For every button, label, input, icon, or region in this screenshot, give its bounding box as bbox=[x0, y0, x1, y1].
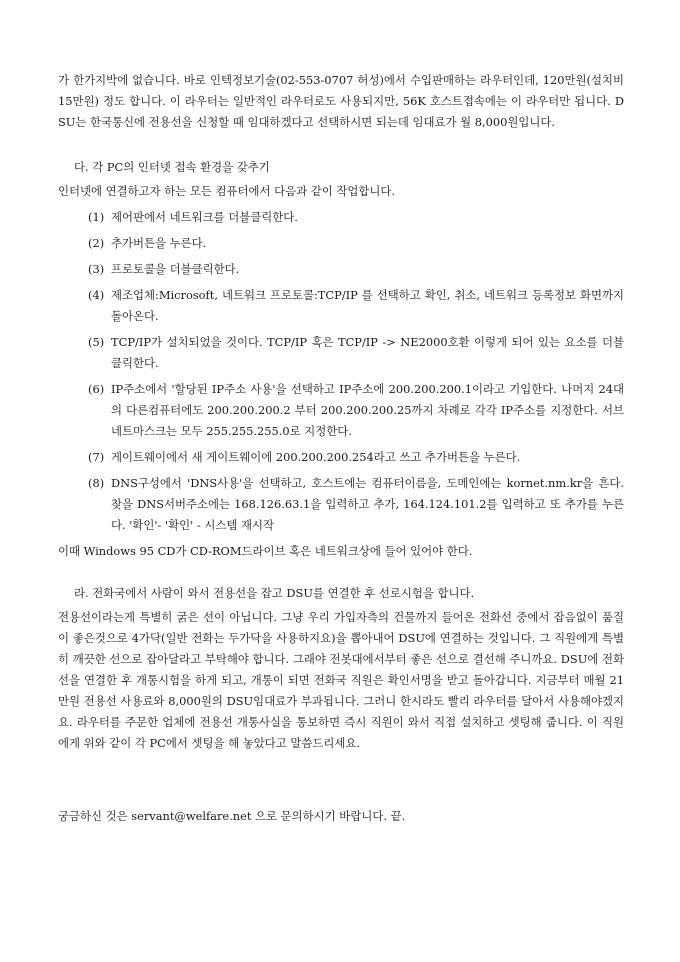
document-page bbox=[58, 70, 624, 827]
step-number: (7) bbox=[88, 450, 105, 464]
step-text: 추가버튼을 누른다. bbox=[111, 236, 207, 250]
step-number: (1) bbox=[88, 210, 105, 224]
list-item bbox=[88, 233, 624, 254]
list-item bbox=[88, 259, 624, 280]
section-d-heading: 라. 전화국에서 사람이 와서 전용선을 잡고 DSU를 연결한 후 선로시험을 합니다. bbox=[74, 586, 475, 600]
step-text: DNS구성에서 'DNS사용'을 선택하고, 호스트에는 컴퓨터이름을, 도메인에는 kornet.nm.kr을 흔다. 찾을 DNS서버주소에는 168.126.63.1을 입력하고 추가, 164.124.101.2를 입력하고 또 추가를 누른다. '확인'- '확인' - 시스템 재시작 bbox=[111, 476, 624, 532]
section-d-paragraph: 전용선이라는게 특별히 굵은 선이 아닙니다. 그냥 우리 가입자측의 건물까지 들어온 전화선 중에서 잡음없이 품질이 좋은것으로 4가닥(일반 전화는 두가닥을 사용하지요)을 뽑아내어 DSU에 연결하는 것입니다. 그 직원에게 특별히 깨끗한 선으로 잡아달라고 부탁해야 합니다. 그래야 전봇대에서부터 좋은 선으로 결선해 주니까요. DSU에 전화선을 연결한 후 개통시험을 하게 되고, 개통이 되면 전화국 직원은 확인서명을 받고 돌아갑니다. 지금부터 매월 21만원 전용선 사용료와 8,000원의 DSU임대료가 부과됩니다. 그러니 한시라도 빨리 라우터를 달아서 사용해야겠지요. 라우터를 주문한 업체에 전용선 개통사실을 통보하면 즉시 직원이 와서 직접 설치하고 셋팅해 줍니다. 이 직원에게 위와 같이 각 PC에서 셋팅을 해 놓았다고 말씀드리세요. bbox=[58, 610, 624, 750]
step-number: (2) bbox=[88, 236, 105, 250]
step-number: (6) bbox=[88, 382, 105, 396]
step-text: 프로토콜을 더블클릭한다. bbox=[111, 262, 240, 276]
step-number: (3) bbox=[88, 262, 105, 276]
windows-cd-note: 이때 Windows 95 CD가 CD-ROM드라이브 혹은 네트워크상에 들어 있어야 한다. bbox=[58, 544, 473, 558]
list-item bbox=[88, 285, 624, 327]
step-text: TCP/IP가 설치되었을 것이다. TCP/IP 혹은 TCP/IP -> NE2000호환 이렇게 되어 있는 요소를 더블클릭한다. bbox=[111, 335, 624, 370]
step-text: IP주소에서 '할당된 IP주소 사용'을 선택하고 IP주소에 200.200.200.1이라고 기입한다. 나머지 24대의 다른컴퓨터에도 200.200.200.2 부터 200.200.200.25까지 차례로 각각 IP주소를 지정한다. 서브네트마스크는 모두 255.255.255.0로 지정한다. bbox=[111, 382, 624, 438]
step-text: 게이트웨이에서 새 게이트웨이에 200.200.200.254라고 쓰고 추가버튼을 누른다. bbox=[111, 450, 521, 464]
list-item bbox=[88, 379, 624, 442]
setup-steps-list bbox=[58, 207, 624, 536]
list-item bbox=[88, 447, 624, 468]
step-number: (4) bbox=[88, 288, 105, 302]
section-c-heading: 다. 각 PC의 인터넷 접속 환경을 갖추기 bbox=[74, 160, 270, 174]
list-item bbox=[88, 473, 624, 536]
list-item bbox=[88, 207, 624, 228]
step-text: 제어판에서 네트워크를 더블클릭한다. bbox=[111, 210, 298, 224]
section-c-lead: 인터넷에 연결하고자 하는 모든 컴퓨터에서 다음과 같이 작업합니다. bbox=[58, 184, 396, 198]
intro-paragraph: 가 한가지박에 없습니다. 바로 인텍정보기술(02-553-0707 허성)에서 수입판매하는 라우터인데, 120만원(설치비 15만원) 정도 합니다. 이 라우터는 일반적인 라우터로도 사용되지만, 56K 호스트접속에는 이 라우터만 됩니다. DSU는 한국통신에 전용선을 신청할 때 임대하겠다고 선택하시면 되는데 임대료가 월 8,000원입니다. bbox=[58, 73, 624, 129]
list-item bbox=[88, 332, 624, 374]
step-number: (8) bbox=[88, 476, 105, 490]
step-number: (5) bbox=[88, 335, 105, 349]
step-text: 제조업체:Microsoft, 네트워크 프로토콜:TCP/IP 를 선택하고 확인, 취소, 네트워크 등록정보 화면까지 돌아온다. bbox=[111, 288, 624, 323]
closing-line: 궁금하신 것은 servant@welfare.net 으로 문의하시기 바랍니다. 끝. bbox=[58, 809, 406, 823]
